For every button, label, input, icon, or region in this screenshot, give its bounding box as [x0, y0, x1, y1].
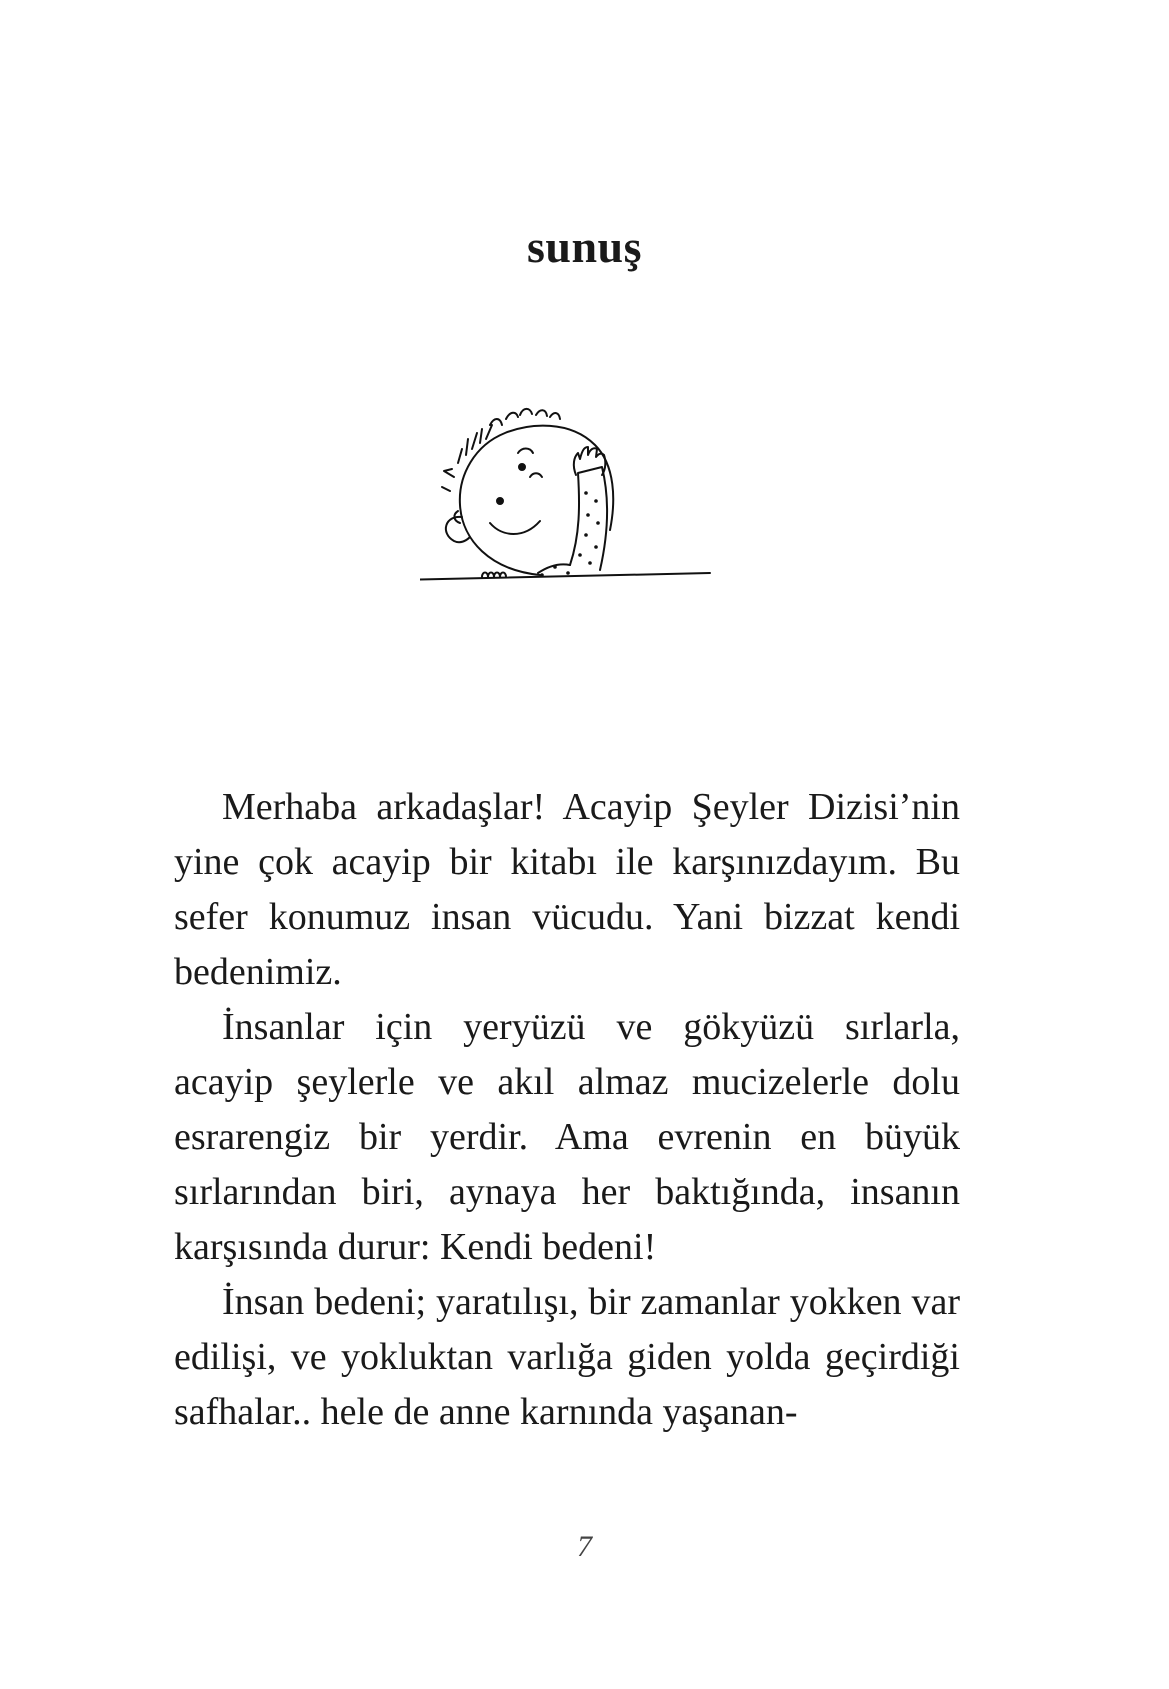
eye-left — [497, 498, 503, 504]
head-outline — [460, 426, 613, 575]
page-number: 7 — [577, 1530, 592, 1563]
paragraph: İnsan bedeni; yaratılışı, bir zamanlar yokken var edilişi, ve yokluktan varlığa giden yolda geçirdiği safhalar.. hele de anne karnında yaşanan- — [174, 1281, 960, 1433]
mouth — [490, 521, 540, 534]
arm — [570, 467, 607, 570]
paragraph: İnsanlar için yeryüzü ve gökyüzü sırlarla, acayip şeylerle ve akıl almaz mucizelerle dolu esrarengiz bir yerdir. Ama evrenin en büyük sırlarından biri, aynaya her baktığında, insanın karşısında durur: Kendi bedeni! — [174, 1006, 960, 1268]
eyebrow-left — [530, 473, 542, 477]
page-title: sunuş — [526, 221, 643, 272]
hair — [442, 425, 492, 491]
body-text — [174, 780, 960, 1440]
fingers — [482, 573, 506, 578]
eye-right — [519, 464, 525, 470]
table-edge — [420, 573, 710, 580]
paragraph: Merhaba arkadaşlar! Acayip Şeyler Dizisi’nin yine çok acayip bir kitabı ile karşınızdayım. Bu sefer konumuz insan vücudu. Yani bizzat kendi bedenimiz. — [174, 786, 960, 993]
waving-boy-icon — [420, 405, 720, 630]
eyebrow-right — [518, 449, 533, 454]
